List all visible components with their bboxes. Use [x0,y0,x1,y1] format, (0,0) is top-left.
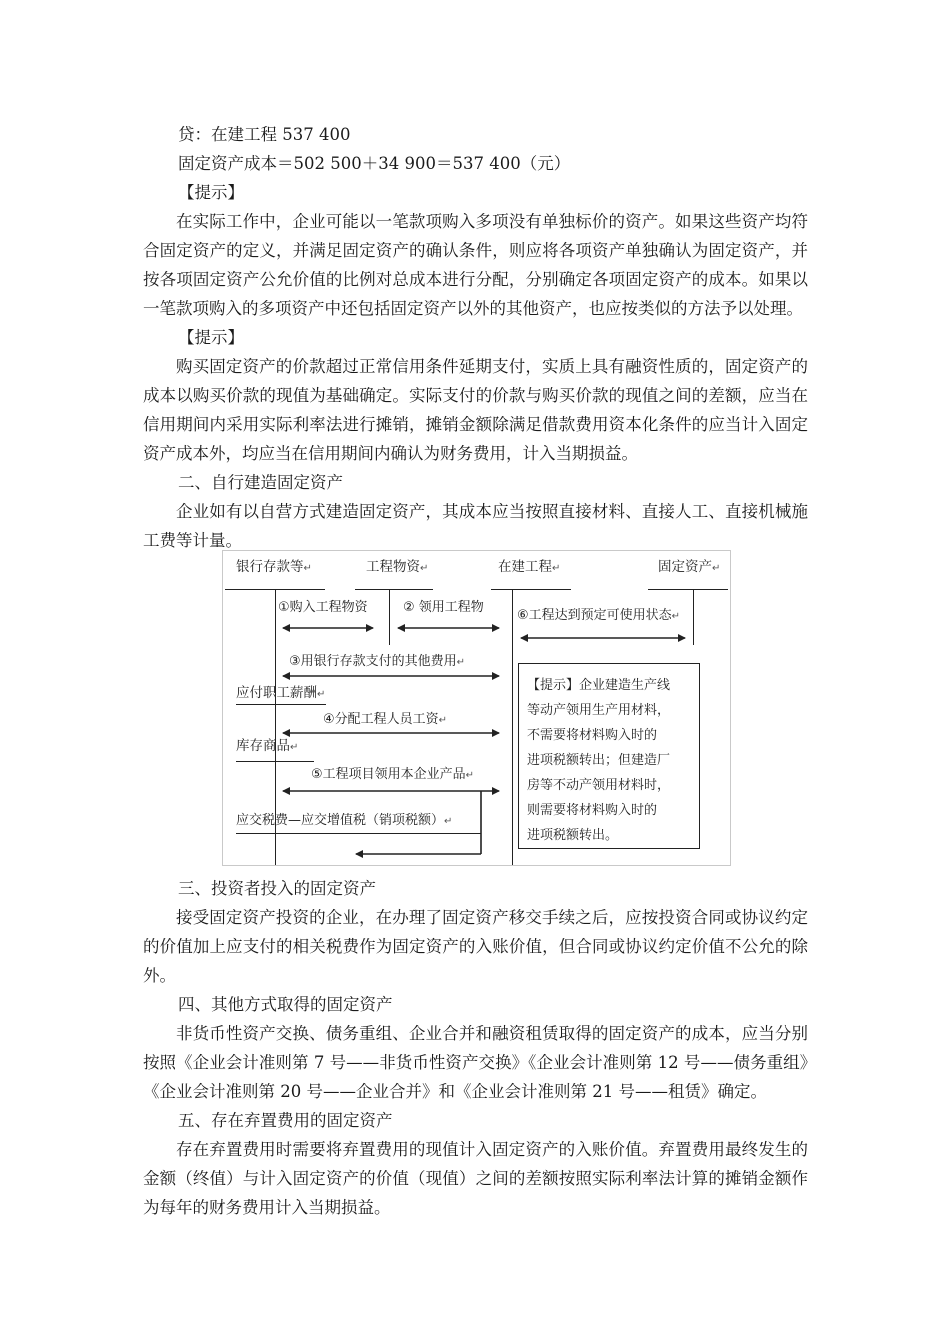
tip-heading-2: 【提示】 [178,328,244,347]
tip-heading-1: 【提示】 [178,183,244,202]
account-inventory: 库存商品↵ [236,738,299,754]
step-3-bank-other-expenses: ③用银行存款支付的其他费用↵ [289,654,466,669]
section-heading-disposal-costs: 五、存在弃置费用的固定资产 [178,1111,393,1130]
paragraph-other-methods: 非货币性资产交换、债务重组、企业合并和融资租赁取得的固定资产的成本，应当分别按照《企业会计准则第 7 号——非货币性资产交换》《企业会计准则第 12 号——债务重组》《企业会计准则第 20 号——企业合并》和《企业会计准则第 21 号——租赁》确定。 [143,1024,808,1101]
account-fixed-assets: 固定资产↵ [658,559,721,575]
step-5-use-own-products: ⑤工程项目领用本企业产品↵ [311,767,475,782]
section-heading-investor: 三、投资者投入的固定资产 [178,879,376,898]
paragraph-self-construct: 企业如有以自营方式建造固定资产，其成本应当按照直接材料、直接人工、直接机械施工费等计量。 [143,502,808,550]
paragraph-investor: 接受固定资产投资的企业，在办理了固定资产移交手续之后，应按投资合同或协议约定的价值加上应支付的相关税费作为固定资产的入账价值，但合同或协议约定价值不公允的除外。 [143,908,808,985]
note-line-7: 进项税额转出。 [527,828,619,843]
tip-note-box [518,663,700,849]
paragraph-deferred-payment: 购买固定资产的价款超过正常信用条件延期支付，实质上具有融资性质的，固定资产的成本以购买价款的现值为基础确定。实际支付的价款与购买价款的现值之间的差额，应当在信用期间内采用实际利率法进行摊销，摊销金额除满足借款费用资本化条件的应当计入固定资产成本外，均应当在信用期间内确认为财务费用，计入当期损益。 [143,357,808,463]
section-heading-other-methods: 四、其他方式取得的固定资产 [178,995,393,1014]
journal-credit-line: 贷：在建工程 537 400 [178,125,351,144]
paragraph-bundled-purchase: 在实际工作中，企业可能以一笔款项购入多项没有单独标价的资产。如果这些资产均符合固定资产的定义，并满足固定资产的确认条件，则应将各项资产单独确认为固定资产，并按各项固定资产公允价值的比例对总成本进行分配，分别确定各项固定资产的成本。如果以一笔款项购入的多项资产中还包括固定资产以外的其他资产，也应按类似的方法予以处理。 [143,212,808,318]
account-materials: 工程物资↵ [366,559,429,575]
note-line-3: 不需要将材料购入时的 [527,728,658,743]
account-bank: 银行存款等↵ [236,559,312,575]
t-account-flow-diagram [222,550,731,866]
account-payroll: 应付职工薪酬↵ [236,685,326,701]
section-heading-self-construct: 二、自行建造固定资产 [178,473,343,492]
step-6-ready-for-use: ⑥工程达到预定可使用状态↵ [517,608,681,623]
note-line-5: 房等不动产领用材料时， [527,778,671,793]
step-4-allocate-wages: ④分配工程人员工资↵ [323,712,448,727]
note-line-6: 则需要将材料购入时的 [527,803,658,818]
note-line-2: 等动产领用生产用材料， [527,703,671,718]
note-line-1: 【提示】企业建造生产线 [527,678,671,693]
paragraph-disposal-costs: 存在弃置费用时需要将弃置费用的现值计入固定资产的入账价值。弃置费用最终发生的金额（终值）与计入固定资产的价值（现值）之间的差额按照实际利率法计算的摊销金额作为每年的财务费用计入当期损益。 [143,1140,808,1217]
account-output-vat: 应交税费—应交增值税（销项税额）↵ [236,813,453,828]
fixed-asset-cost-line: 固定资产成本＝502 500＋34 900＝537 400（元） [178,154,571,173]
note-line-4: 进项税额转出；但建造厂 [527,753,671,768]
step-1-purchase-materials: ①购入工程物资 [278,600,368,615]
step-2-requisition-materials: ② 领用工程物 [403,600,484,615]
account-construction: 在建工程↵ [498,559,561,575]
